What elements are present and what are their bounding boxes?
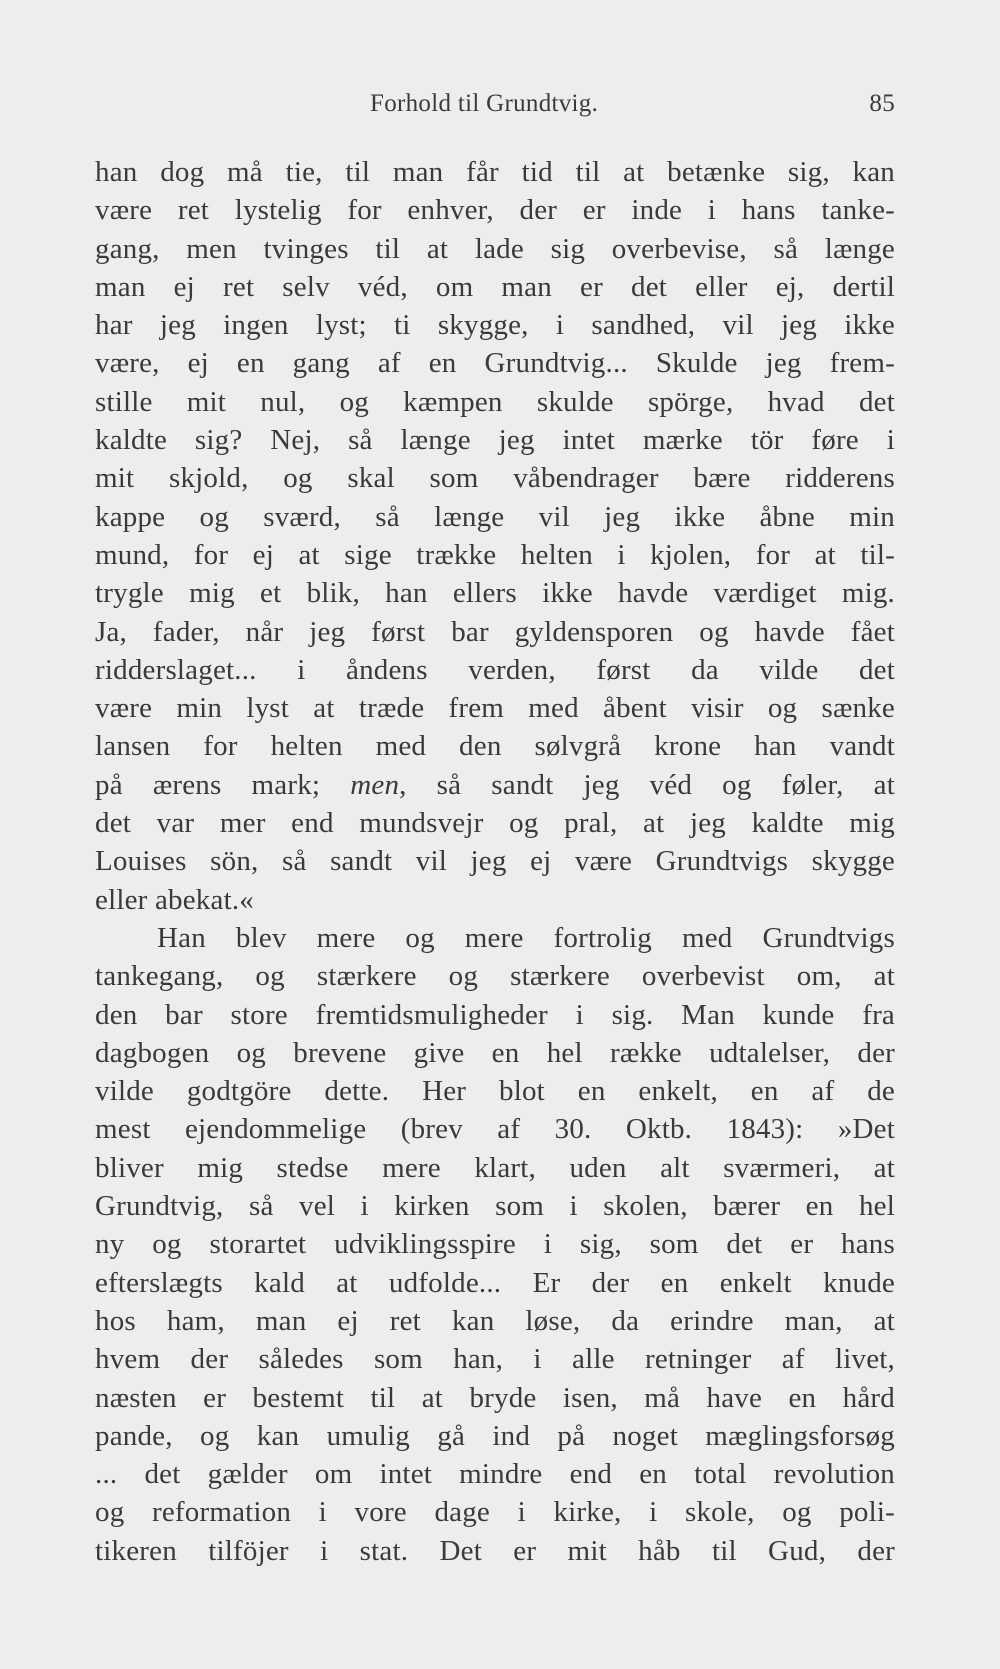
text-line: ... det gælder om intet mindre end en total revolution [95,1458,895,1491]
text-line: har jeg ingen lyst; ti skygge, i sandhed, vil jeg ikke [95,309,895,342]
text-line: dagbogen og brevene give en hel række udtalelser, der [95,1036,895,1069]
text-line: eller abekat.« [95,883,254,916]
text-line: pande, og kan umulig gå ind på noget mæglingsforsøg [95,1419,895,1452]
text-line: det var mer end mundsvejr og pral, at jeg kaldte mig [95,807,895,840]
text-line: mest ejendommelige (brev af 30. Oktb. 1843): »Det [95,1113,895,1146]
text-line: hos ham, man ej ret kan løse, da erindre man, at [95,1304,895,1337]
text-line: Louises sön, så sandt vil jeg ej være Grundtvigs skygge [95,845,895,878]
text-line: kappe og sværd, så længe vil jeg ikke åbne min [95,500,895,533]
text-line: Han blev mere og mere fortrolig med Grundtvigs [157,921,895,954]
text-line: næsten er bestemt til at bryde isen, må have en hård [95,1381,895,1414]
text-line: tikeren tilföjer i stat. Det er mit håb til Gud, der [95,1534,895,1567]
text-line: man ej ret selv véd, om man er det eller ej, dertil [95,270,895,303]
text-line: hvem der således som han, i alle retninger af livet, [95,1343,895,1376]
running-header [95,90,895,124]
body-text [95,153,895,1570]
text-line-with-italic [95,766,895,804]
italic-word: men [350,768,400,801]
text-line: den bar store fremtidsmuligheder i sig. Man kunde fra [95,998,895,1031]
text-line: kaldte sig? Nej, så længe jeg intet mærke tör føre i [95,424,895,457]
text-line: Ja, fader, når jeg først bar gyldensporen og havde fået [95,615,895,648]
chapter-title: Forhold til Grundtvig. [370,90,599,117]
page-number: 85 [869,90,895,117]
text-segment: på ærens mark; [95,768,351,801]
text-line: være ret lystelig for enhver, der er inde i hans tanke- [95,194,895,227]
text-line: ridderslaget... i åndens verden, først da vilde det [95,653,895,686]
text-line: tankegang, og stærkere og stærkere overbevist om, at [95,960,895,993]
text-line: ny og storartet udviklingsspire i sig, som det er hans [95,1228,895,1261]
text-line: trygle mig et blik, han ellers ikke havde værdiget mig. [95,577,895,610]
text-line: vilde godtgöre dette. Her blot en enkelt, en af de [95,1075,895,1108]
text-line: gang, men tvinges til at lade sig overbevise, så længe [95,232,895,265]
text-line: bliver mig stedse mere klart, uden alt sværmeri, at [95,1151,895,1184]
text-segment: , så sandt jeg véd og føler, at [399,768,895,801]
text-line: efterslægts kald at udfolde... Er der en enkelt knude [95,1266,895,1299]
text-line: være, ej en gang af en Grundtvig... Skulde jeg frem- [95,347,895,380]
text-line: mit skjold, og skal som våbendrager bære ridderens [95,462,895,495]
text-line: mund, for ej at sige trække helten i kjolen, for at til- [95,538,895,571]
text-line: lansen for helten med den sølvgrå krone han vandt [95,730,895,763]
text-line: han dog må tie, til man får tid til at betænke sig, kan [95,156,895,188]
text-line: stille mit nul, og kæmpen skulde spörge, hvad det [95,385,895,418]
text-line: Grundtvig, så vel i kirken som i skolen, bærer en hel [95,1190,895,1223]
text-line: være min lyst at træde frem med åbent visir og sænke [95,692,895,725]
text-line: og reformation i vore dage i kirke, i skole, og poli- [95,1496,895,1529]
